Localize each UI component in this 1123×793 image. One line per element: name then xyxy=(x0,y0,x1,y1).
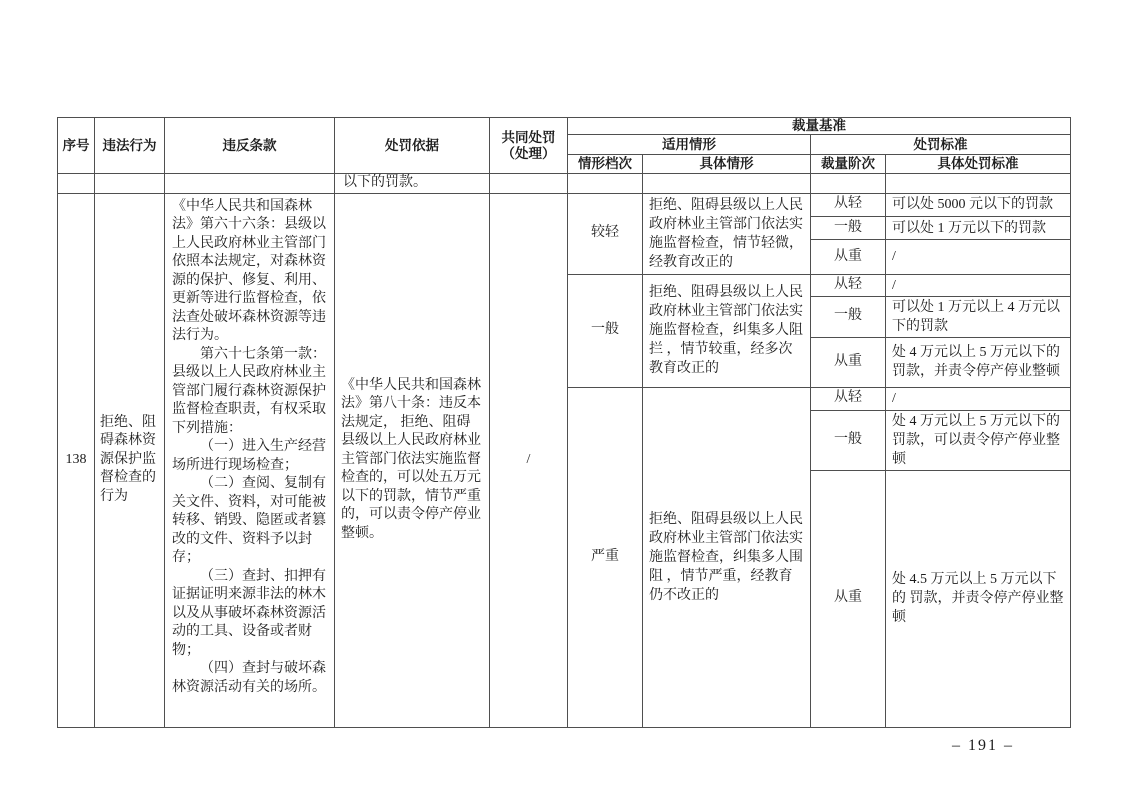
grade-cell-minor: 较轻 xyxy=(568,193,643,274)
carryover-cell xyxy=(58,174,95,194)
carryover-cell xyxy=(490,174,568,194)
level-cell: 从轻 xyxy=(811,274,886,296)
penalty-basis-cell: 《中华人民共和国森林法》第八十条：违反本法规定， 拒绝、阻碍县级以上人民政府林业主管部门依法实施监督检查的，可以处五万元以下的罚款，情节严重的，可以责令停产停业整顿。 xyxy=(335,193,490,727)
level-cell: 一般 xyxy=(811,296,886,337)
table-row xyxy=(58,193,1071,216)
page-number: – 191 – xyxy=(952,737,1014,754)
carryover-cell xyxy=(886,174,1071,194)
level-cell: 一般 xyxy=(811,410,886,470)
level-cell: 从重 xyxy=(811,470,886,727)
col-header-joint-penalty xyxy=(490,118,568,174)
carryover-cell xyxy=(165,174,335,194)
grade-cell-general: 一般 xyxy=(568,274,643,387)
col-header-discretion-level: 裁量阶次 xyxy=(811,155,886,174)
grade-cell-severe: 严重 xyxy=(568,387,643,727)
col-header-penalty-basis: 处罚依据 xyxy=(335,118,490,174)
carryover-cell xyxy=(95,174,165,194)
carryover-row xyxy=(58,174,1071,194)
clause-paragraph: 第六十七条第一款：县级以上人民政府林业主管部门履行森林资源保护监督检查职责，有权采取下列措施： xyxy=(172,346,326,436)
joint-penalty-cell: / xyxy=(490,193,568,727)
clause-paragraph: （三）查封、扣押有证据证明来源非法的林木以及从事破坏森林资源活动的工具、设备或者财物； xyxy=(172,568,326,658)
level-cell: 从轻 xyxy=(811,387,886,410)
standard-cell: 处 4.5 万元以上 5 万元以下的 罚款，并责令停产停业整顿 xyxy=(886,470,1071,727)
col-header-illegal-act: 违法行为 xyxy=(95,118,165,174)
standard-cell: 处 4 万元以上 5 万元以下的 罚款，可以责令停产停业整 顿 xyxy=(886,410,1071,470)
col-header-specific-situation: 具体情形 xyxy=(643,155,811,174)
clause-paragraph: 《中华人民共和国森林法》第六十六条：县级以上人民政府林业主管部门依照本法规定，对森林资源的保护、修复、利用、更新等进行监督检查，依法查处破坏森林资源等违法行为。 xyxy=(172,198,326,343)
illegal-act-cell: 拒绝、阻碍森林资源保护监督检查的行为 xyxy=(95,193,165,727)
penalty-discretion-table xyxy=(57,117,1071,728)
standard-cell: 处 4 万元以上 5 万元以下的 罚款，并责令停产停业整顿 xyxy=(886,337,1071,387)
carryover-cell xyxy=(643,174,811,194)
level-cell: 从轻 xyxy=(811,193,886,216)
standard-cell: 可以处 1 万元以下的罚款 xyxy=(886,216,1071,239)
col-header-specific-penalty-standard: 具体处罚标准 xyxy=(886,155,1071,174)
joint-penalty-line2: （处理） xyxy=(501,145,556,161)
standard-cell: / xyxy=(886,274,1071,296)
level-cell: 从重 xyxy=(811,337,886,387)
col-header-situation-grade: 情形档次 xyxy=(568,155,643,174)
situation-cell-severe: 拒绝、阻碍县级以上人民政府林业主管部门依法实施监督检查，纠集多人围阻 ，情节严重，经教育 仍不改正的 xyxy=(643,387,811,727)
serial-number-cell: 138 xyxy=(58,193,95,727)
col-header-penalty-standard: 处罚标准 xyxy=(811,135,1071,155)
situation-cell-minor: 拒绝、阻碍县级以上人民政府林业主管部门依法实施监督检查，情节轻微，经教育改正的 xyxy=(643,193,811,274)
level-cell: 从重 xyxy=(811,240,886,274)
clause-paragraph: （四）查封与破坏森林资源活动有关的场所。 xyxy=(172,661,326,695)
violated-clause-cell xyxy=(165,193,335,727)
situation-cell-general: 拒绝、阻碍县级以上人民政府林业主管部门依法实施监督检查，纠集多人阻拦 ，情节较重，经多次 教育改正的 xyxy=(643,274,811,387)
carryover-cell xyxy=(811,174,886,194)
standard-cell: / xyxy=(886,240,1071,274)
col-header-violated-clause: 违反条款 xyxy=(165,118,335,174)
carryover-cell xyxy=(568,174,643,194)
col-header-discretion-benchmark: 裁量基准 xyxy=(568,118,1071,135)
clause-paragraph: （二）查阅、复制有关文件、资料，对可能被转移、销毁、隐匿或者篡改的文件、资料予以封存； xyxy=(172,476,326,565)
standard-cell: 可以处 1 万元以上 4 万元以 下的罚款 xyxy=(886,296,1071,337)
clause-paragraph: （一）进入生产经营 场所进行现场检查； xyxy=(172,439,326,473)
col-header-applicable-situation: 适用情形 xyxy=(568,135,811,155)
standard-cell: 可以处 5000 元以下的罚款 xyxy=(886,193,1071,216)
joint-penalty-line1: 共同处罚 xyxy=(501,129,556,145)
level-cell: 一般 xyxy=(811,216,886,239)
col-header-serial: 序号 xyxy=(58,118,95,174)
carryover-penalty-basis-text: 以下的罚款。 xyxy=(335,174,490,194)
standard-cell: / xyxy=(886,387,1071,410)
